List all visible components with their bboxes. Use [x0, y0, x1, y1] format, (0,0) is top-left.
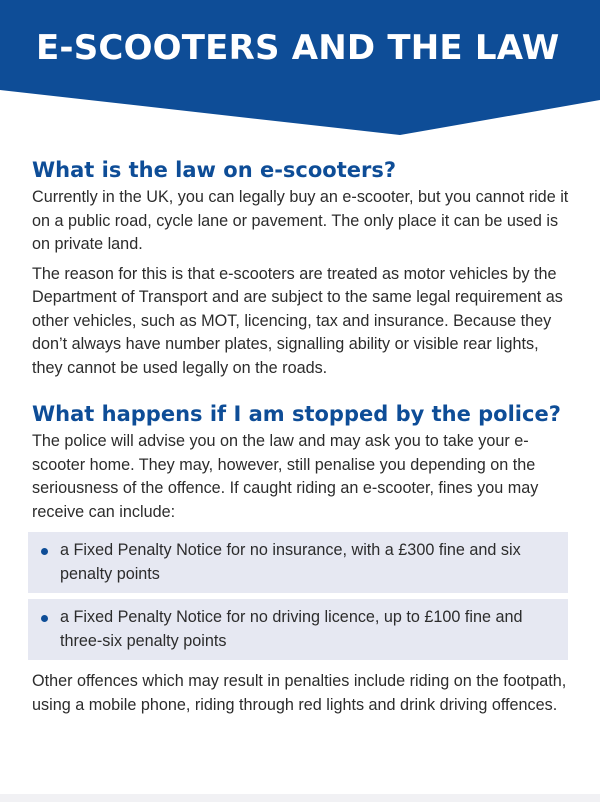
law-paragraph-1: Currently in the UK, you can legally buy an e-scooter, but you cannot ride it on a public road, cycle lane or pavement. The only place it can be used is on private land.	[32, 188, 569, 253]
law-paragraph-2: The reason for this is that e-scooters are treated as motor vehicles by the Department of Transport and are subject to the same legal requirement as other vehicles, such as MOT, licencing, tax and insurance. Because they don’t always have number plates, signalling ability or visible rear lights, they cannot be used legally on the roads.	[32, 264, 563, 377]
police-heading: What happens if I am stopped by the police?	[32, 402, 561, 426]
bullet-icon	[41, 548, 48, 555]
penalty-item-insurance	[28, 532, 568, 593]
penalty-text-licence: a Fixed Penalty Notice for no driving licence, up to £100 fine and three-six penalty points	[60, 608, 523, 650]
bottom-strip	[0, 794, 600, 802]
penalty-item-licence	[28, 599, 568, 660]
banner-shape	[0, 0, 600, 140]
law-section	[32, 158, 572, 380]
penalty-text-insurance: a Fixed Penalty Notice for no insurance, with a £300 fine and six penalty points	[60, 541, 521, 583]
page-title: E-SCOOTERS AND THE LAW	[36, 28, 560, 68]
police-section	[32, 402, 572, 717]
police-intro: The police will advise you on the law and may ask you to take your e-scooter home. They may, however, still penalise you depending on the seriousness of the offence. If caught riding an e-scooter, fines you may receive can include:	[32, 432, 539, 521]
law-heading: What is the law on e-scooters?	[32, 158, 397, 182]
main-content	[32, 158, 572, 723]
bullet-icon	[41, 615, 48, 622]
header-banner	[0, 0, 600, 140]
other-offences-paragraph: Other offences which may result in penalties include riding on the footpath, using a mobile phone, riding through red lights and drink driving offences.	[32, 672, 567, 714]
